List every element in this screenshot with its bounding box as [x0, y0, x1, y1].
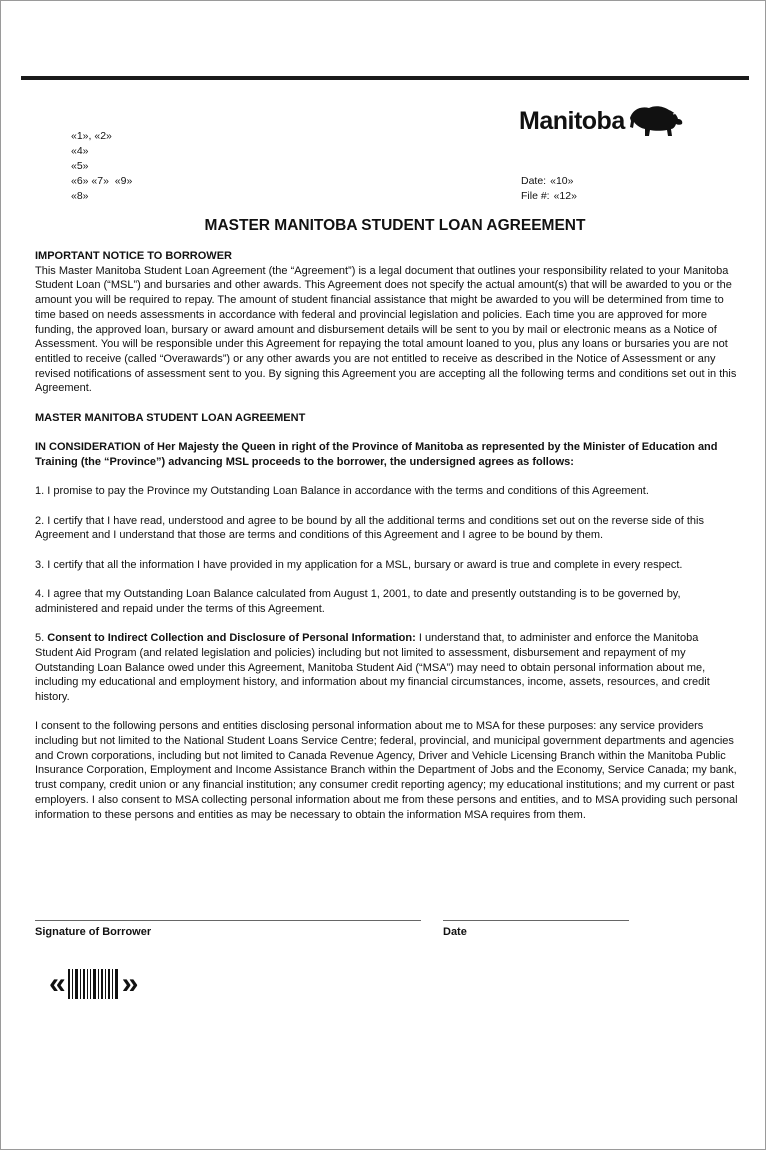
barcode-bars — [68, 969, 120, 999]
bison-icon — [627, 104, 685, 138]
barcode-left-guillemet: « — [49, 967, 66, 1000]
consideration-text: IN CONSIDERATION of Her Majesty the Queen in right of the Province of Manitoba as represented by the Minister of Education and Training (the “Province”) advancing MSL proceeds to the borrower, the undersigned agrees as follows: — [35, 441, 718, 468]
barcode-right-guillemet: » — [121, 967, 139, 1000]
file-row — [521, 189, 577, 204]
clause-5-text: I understand that, to administer and enforce the Manitoba Student Aid Program (and related legislation and policies) including but not limited to assessment, disbursement and repayment of my Outstanding Loan Balance owed under this Agreement, Manitoba Student Aid (“MSA”) may need to obtain personal information about me, including my educational and employment history, and information about my financial circumstances, income, assets, resources, and credit history. — [35, 632, 710, 703]
manitoba-logo — [519, 101, 701, 141]
clause-5-number: 5. — [35, 632, 45, 645]
file-label: File #: — [521, 190, 550, 202]
date-value: «10» — [550, 175, 574, 187]
header-rule — [21, 76, 749, 80]
document-title: MASTER MANITOBA STUDENT LOAN AGREEMENT — [204, 217, 586, 234]
clause-5 — [35, 631, 739, 705]
section-heading: MASTER MANITOBA STUDENT LOAN AGREEMENT — [35, 411, 306, 424]
agreement-body — [35, 249, 739, 822]
file-value: «12» — [553, 190, 577, 202]
date-label: Date: — [521, 175, 547, 187]
borrower-signature-line — [35, 920, 421, 921]
clause-3: 3. I certify that all the information I have provided in my application for a MSL, bursary or award is true and complete in every respect. — [35, 558, 683, 571]
clause-1: 1. I promise to pay the Province my Outstanding Loan Balance in accordance with the terms and conditions of this Agreement. — [35, 485, 649, 498]
address-line: «4» — [71, 145, 89, 157]
clause-4: 4. I agree that my Outstanding Loan Balance calculated from August 1, 2001, to date and presently outstanding is to be governed by, administered and repaid under the terms of this Agreement. — [35, 588, 681, 615]
address-line: «5» — [71, 160, 89, 172]
notice-heading: IMPORTANT NOTICE TO BORROWER — [35, 250, 232, 262]
consent-paragraph: I consent to the following persons and entities disclosing personal information about me to MSA for these purposes: any service providers including but not limited to the National Student Loans Service Centre; federal, provincial, and municipal government departments and agencies and Crown corporations, including but not limited to Canada Revenue Agency, Driver and Vehicle Licensing Branch within the Manitoba Public Insurance Corporation, Employment and Income Assistance Branch within the Department of Jobs and the Economy, Service Canada; my bank, trust company, credit union or any financial institution; any consumer credit reporting agency; my educational institutions; and my current or past employers. I also consent to MSA collecting personal information about me from these persons and entities, and to MSA providing such personal information to these persons and entities as may be necessary to obtain the information MSA requires from them. — [35, 720, 738, 821]
borrower-signature-label: Signature of Borrower — [35, 926, 152, 938]
barcode — [49, 967, 138, 1001]
date-row — [521, 174, 577, 189]
clause-5-heading: Consent to Indirect Collection and Disclosure of Personal Information: — [47, 632, 416, 645]
address-line: «1», «2» — [71, 130, 112, 142]
clause-2: 2. I certify that I have read, understood and agree to be bound by all the additional terms and conditions set out on the reverse side of this Agreement and I understand that those are terms and conditions of this Agreement and I agree to be bound by them. — [35, 514, 704, 542]
address-line: «8» — [71, 190, 89, 202]
notice-text: This Master Manitoba Student Loan Agreement (the “Agreement”) is a legal document that outlines your responsibility related to your Manitoba Student Loan (“MSL”) and bursaries and other awards. This Agreement does not specify the actual amount(s) that will be awarded to you or the amount you will be required to repay. The amount of student financial assistance that might be awarded to you will be determined from time to time based on needs assessments in accordance with federal and provincial legislation and policies. Each time you are approved for more funding, the approved loan, bursary or award amount and disbursement details will be sent to you by mail or electronic means as a Notice of Assessment. You will be responsible under this Agreement for repaying the total amount loaned to you, plus any loans or bursaries you are not entitled to receive (called “Overawards”) or any other awards you are not entitled to receive as described in the Notice of Assessment or any revised notifications of assessment sent to you. By signing this Agreement you are accepting all the following terms and conditions set out in this Agreement. — [35, 264, 737, 395]
document-meta — [521, 174, 577, 204]
date-signature-line — [443, 920, 629, 921]
address-line: «6» «7» «9» — [71, 175, 133, 187]
signature-date-label: Date — [443, 926, 467, 938]
recipient-address — [71, 129, 132, 204]
logo-text: Manitoba — [519, 106, 625, 135]
